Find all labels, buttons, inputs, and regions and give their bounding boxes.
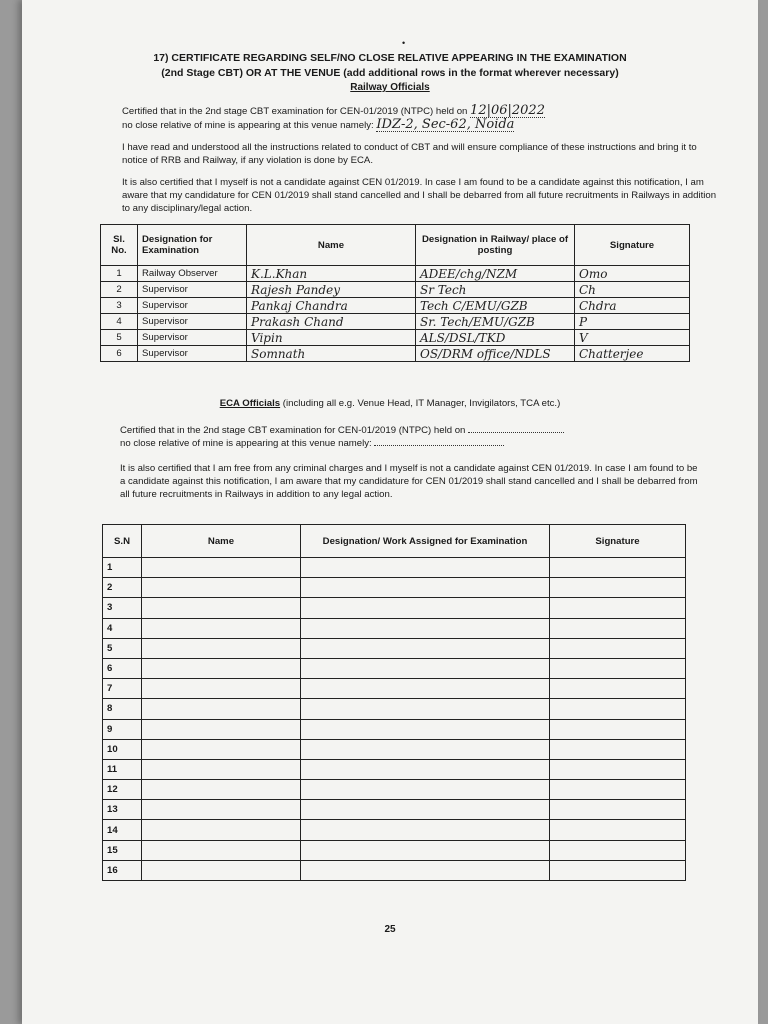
cell-sn: 4 (103, 618, 142, 638)
cell-sl: 3 (101, 298, 138, 314)
cell-sl: 6 (101, 346, 138, 362)
exam-date-handwritten: 12|06|2022 (470, 103, 545, 118)
cell-sn: 12 (103, 780, 142, 800)
table-row (103, 558, 686, 578)
col-header-signature: Signature (575, 225, 690, 266)
table-row (103, 638, 686, 658)
cell-signature: Omo (575, 266, 690, 282)
certificate-heading-line2: (2nd Stage CBT) OR AT THE VENUE (add additional rows in the format wherever necessary) (161, 67, 619, 79)
cell-designation: Railway Observer (138, 266, 247, 282)
punch-mark: • (402, 38, 406, 48)
table-row (103, 820, 686, 840)
col-header-sl-no: Sl. No. (101, 225, 138, 266)
table-row (101, 314, 690, 330)
cell-sl: 4 (101, 314, 138, 330)
cell-signature (550, 658, 686, 678)
cell-signature (550, 800, 686, 820)
table-row (101, 266, 690, 282)
cell-designation (301, 739, 550, 759)
table-header-row (101, 225, 690, 266)
cell-sn: 3 (103, 598, 142, 618)
eca-title: ECA Officials (219, 398, 281, 409)
eca-cert-text-a: Certified that in the 2nd stage CBT examination for CEN-01/2019 (NTPC) held on (120, 425, 466, 436)
table-row (103, 618, 686, 638)
cell-name (142, 618, 301, 638)
candidate-declaration-paragraph: It is also certified that I myself is not a candidate against CEN 01/2019. In case I am found to be a candidate against this notification, I am aware that my candidature for CEN 01/2019 shall stand cancelled and I shall be debarred from all future recruitments in Railways in addition to any disciplinary/legal action. (122, 177, 717, 214)
table-row (103, 800, 686, 820)
table-row (101, 282, 690, 298)
cell-signature (550, 840, 686, 860)
cell-name: Vipin (247, 330, 416, 346)
document-page (22, 0, 758, 1024)
cell-sn: 9 (103, 719, 142, 739)
cell-sn: 1 (103, 558, 142, 578)
cell-name (142, 860, 301, 880)
railway-officials-heading: Railway Officials (350, 82, 430, 93)
cell-sn: 11 (103, 759, 142, 779)
cell-signature (550, 679, 686, 699)
cell-name (142, 780, 301, 800)
col-header-signature: Signature (550, 525, 686, 558)
cell-signature (550, 780, 686, 800)
cell-name (142, 558, 301, 578)
cell-sn: 13 (103, 800, 142, 820)
table-row (103, 840, 686, 860)
col-header-designation-work: Designation/ Work Assigned for Examination (301, 525, 550, 558)
eca-date-blank (468, 432, 564, 433)
cell-designation (301, 699, 550, 719)
cell-posting: Tech C/EMU/GZB (416, 298, 575, 314)
cell-sn: 16 (103, 860, 142, 880)
table-row (103, 860, 686, 880)
venue-handwritten: IDZ-2, Sec-62, Noida (376, 117, 515, 132)
cell-designation: Supervisor (138, 282, 247, 298)
cell-sl: 5 (101, 330, 138, 346)
cell-designation (301, 820, 550, 840)
table-row (103, 578, 686, 598)
cell-signature (550, 618, 686, 638)
railway-certification (122, 104, 722, 132)
eca-declaration-paragraph: It is also certified that I am free from any criminal charges and I myself is not a candidate against CEN 01/2019. In case I am found to be a candidate against this notification, I am aware that my candidature for CEN 01/2019 shall stand cancelled and I shall be debarred from all future recruitments in Railways in addition to any legal action. (120, 463, 698, 500)
cell-name (142, 820, 301, 840)
cell-designation: Supervisor (138, 298, 247, 314)
cell-signature: Chatterjee (575, 346, 690, 362)
cell-posting: Sr. Tech/EMU/GZB (416, 314, 575, 330)
cell-designation (301, 679, 550, 699)
table-row (103, 699, 686, 719)
col-header-name: Name (247, 225, 416, 266)
cell-name (142, 840, 301, 860)
cell-name: Rajesh Pandey (247, 282, 416, 298)
table-header-row (103, 525, 686, 558)
cell-sl: 2 (101, 282, 138, 298)
cell-sn: 10 (103, 739, 142, 759)
cell-sn: 5 (103, 638, 142, 658)
cell-signature (550, 578, 686, 598)
table-row (103, 598, 686, 618)
cell-name: Pankaj Chandra (247, 298, 416, 314)
eca-venue-blank (374, 445, 504, 446)
cell-name (142, 759, 301, 779)
cell-signature (550, 638, 686, 658)
cell-designation: Supervisor (138, 346, 247, 362)
table-row (103, 719, 686, 739)
cert-text-a: Certified that in the 2nd stage CBT examination for CEN-01/2019 (NTPC) held on (122, 106, 468, 117)
cell-signature: P (575, 314, 690, 330)
instructions-paragraph: I have read and understood all the instructions related to conduct of CBT and will ensure compliance of these instructions and bring it to notice of RRB and Railway, if any violation is done by ECA. (122, 142, 697, 166)
cell-sn: 8 (103, 699, 142, 719)
table-row (101, 298, 690, 314)
page-number: 25 (384, 924, 396, 935)
col-header-designation-exam: Designation for Examination (138, 225, 247, 266)
certificate-heading-line1: 17) CERTIFICATE REGARDING SELF/NO CLOSE RELATIVE APPEARING IN THE EXAMINATION (153, 52, 627, 64)
cell-signature (550, 558, 686, 578)
cell-name (142, 719, 301, 739)
cell-posting: ADEE/chg/NZM (416, 266, 575, 282)
cell-designation (301, 840, 550, 860)
cell-signature (550, 860, 686, 880)
cell-designation (301, 860, 550, 880)
table-row (101, 346, 690, 362)
cell-name (142, 638, 301, 658)
cell-sn: 2 (103, 578, 142, 598)
cell-name (142, 578, 301, 598)
cell-posting: ALS/DSL/TKD (416, 330, 575, 346)
cell-signature (550, 820, 686, 840)
cell-name (142, 598, 301, 618)
cell-posting: OS/DRM office/NDLS (416, 346, 575, 362)
table-row (103, 679, 686, 699)
cell-designation (301, 759, 550, 779)
cell-name (142, 800, 301, 820)
cell-signature (550, 699, 686, 719)
cell-designation (301, 719, 550, 739)
cell-name (142, 679, 301, 699)
cell-name: Prakash Chand (247, 314, 416, 330)
cell-signature (550, 739, 686, 759)
cell-designation (301, 780, 550, 800)
cell-name: K.L.Khan (247, 266, 416, 282)
cell-signature: Chdra (575, 298, 690, 314)
table-row (101, 330, 690, 346)
col-header-sn: S.N (103, 525, 142, 558)
cell-signature: Ch (575, 282, 690, 298)
cell-sn: 7 (103, 679, 142, 699)
cell-sn: 15 (103, 840, 142, 860)
cell-name (142, 699, 301, 719)
col-header-name: Name (142, 525, 301, 558)
table-row (103, 739, 686, 759)
railway-officials-table (100, 224, 690, 362)
cell-name (142, 739, 301, 759)
cell-designation: Supervisor (138, 314, 247, 330)
cell-designation (301, 638, 550, 658)
cell-designation (301, 618, 550, 638)
cell-name (142, 658, 301, 678)
cell-designation (301, 800, 550, 820)
cell-sn: 14 (103, 820, 142, 840)
eca-title-note: (including all e.g. Venue Head, IT Manager, Invigilators, TCA etc.) (282, 398, 561, 409)
cell-signature (550, 598, 686, 618)
col-header-designation-railway: Designation in Railway/ place of posting (416, 225, 575, 266)
cell-designation (301, 598, 550, 618)
eca-certification (120, 424, 660, 450)
cert-text-b: no close relative of mine is appearing at this venue namely: (122, 120, 374, 131)
eca-cert-text-b: no close relative of mine is appearing at this venue namely: (120, 438, 372, 449)
table-row (103, 780, 686, 800)
cell-designation (301, 558, 550, 578)
cell-signature (550, 719, 686, 739)
cell-signature: V (575, 330, 690, 346)
cell-designation: Supervisor (138, 330, 247, 346)
table-row (103, 759, 686, 779)
cell-sl: 1 (101, 266, 138, 282)
cell-name: Somnath (247, 346, 416, 362)
table-row (103, 658, 686, 678)
cell-signature (550, 759, 686, 779)
eca-officials-heading (22, 398, 758, 409)
eca-officials-table (102, 524, 686, 881)
cell-posting: Sr Tech (416, 282, 575, 298)
cell-sn: 6 (103, 658, 142, 678)
cell-designation (301, 658, 550, 678)
cell-designation (301, 578, 550, 598)
